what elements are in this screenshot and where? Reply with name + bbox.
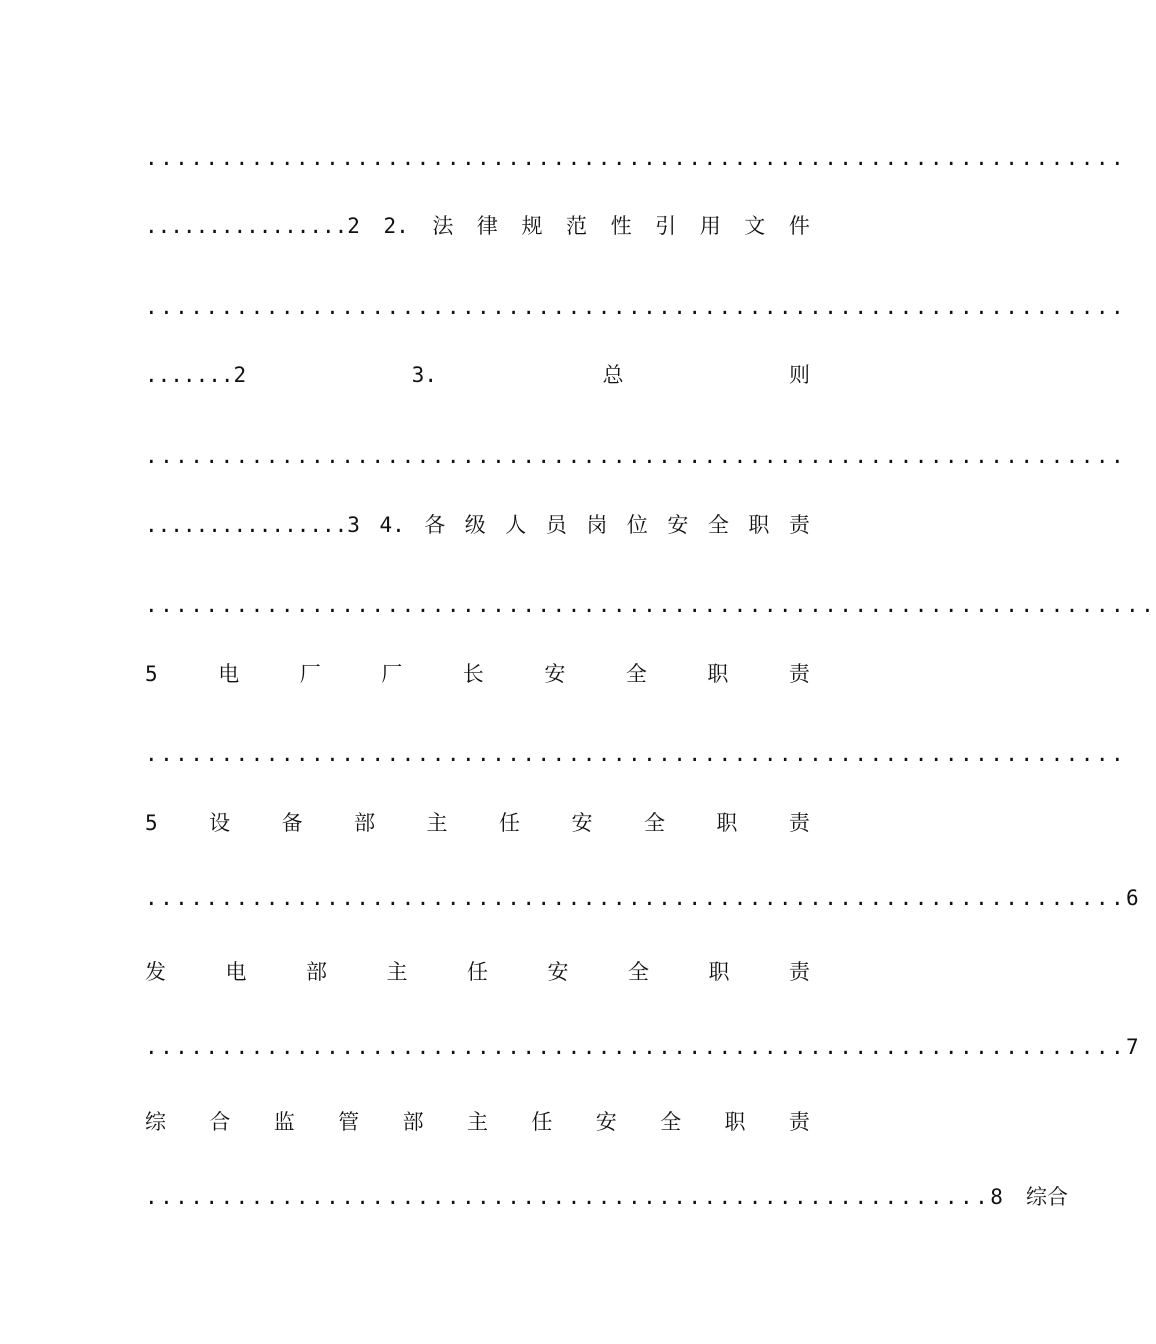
toc-token: 4. [379, 513, 405, 537]
toc-token: 3. [411, 363, 437, 387]
toc-entry-line [145, 357, 810, 393]
toc-token: 人 [505, 513, 527, 537]
toc-token: 职 [716, 811, 738, 835]
toc-token: 全 [628, 960, 649, 984]
toc-token: 文 [744, 214, 766, 238]
toc-token: 任 [499, 811, 520, 835]
toc-entry-line [145, 1179, 1068, 1215]
toc-token: 设 [209, 811, 231, 835]
toc-token: 综 [145, 1110, 166, 1134]
toc-token: 发 [145, 960, 166, 984]
toc-entry-line [145, 954, 810, 990]
toc-token: 则 [789, 363, 810, 387]
toc-token: 各 [424, 513, 446, 537]
toc-entry-line [145, 805, 810, 841]
toc-token: .......2 [145, 363, 247, 387]
toc-token: 全 [625, 662, 647, 686]
toc-token: 5 [145, 662, 158, 686]
toc-token: 责 [788, 662, 810, 686]
toc-token: 责 [788, 1110, 810, 1134]
toc-token: 综合 [1025, 1185, 1068, 1209]
toc-token: 级 [464, 513, 486, 537]
toc-leader-line: ................................................................. [145, 146, 1127, 170]
toc-token: 职 [708, 960, 730, 984]
toc-token: 2. [383, 214, 409, 238]
toc-token: 安 [544, 662, 566, 686]
toc-token: 法 [432, 214, 454, 238]
toc-token: 全 [707, 513, 729, 537]
toc-token: 主 [426, 811, 448, 835]
toc-token: 性 [610, 214, 632, 238]
toc-token: 部 [402, 1110, 424, 1134]
toc-leader-line: ................................................................. [145, 295, 1127, 319]
toc-token: 安 [667, 513, 689, 537]
toc-token: 律 [476, 214, 498, 238]
toc-token: ................3 [145, 513, 360, 537]
toc-entry-line [145, 208, 810, 244]
toc-token: 用 [699, 214, 721, 238]
toc-token: 件 [788, 214, 810, 238]
toc-token: 全 [660, 1110, 682, 1134]
toc-entry-line [145, 507, 810, 543]
toc-token: 员 [545, 513, 567, 537]
toc-token: 长 [462, 662, 484, 686]
toc-token: 位 [626, 513, 648, 537]
toc-token: 安 [595, 1110, 617, 1134]
toc-token: 厂 [381, 662, 403, 686]
toc-token: ........................................................8 [145, 1185, 1006, 1209]
toc-token: 岗 [586, 513, 608, 537]
toc-token: 监 [273, 1110, 295, 1134]
toc-token: 备 [281, 811, 303, 835]
toc-token: 责 [788, 513, 810, 537]
toc-token: 任 [467, 960, 488, 984]
toc-token: 全 [643, 811, 665, 835]
toc-token: 职 [707, 662, 729, 686]
toc-token: 5 [145, 811, 158, 835]
toc-token: 管 [338, 1110, 360, 1134]
toc-token: 任 [531, 1110, 553, 1134]
toc-token: 部 [354, 811, 376, 835]
toc-token: 部 [306, 960, 327, 984]
toc-leader-line: ................................................................. [145, 742, 1127, 766]
toc-token: 电 [225, 960, 247, 984]
toc-token: 职 [724, 1110, 746, 1134]
toc-token: 责 [789, 960, 810, 984]
toc-leader-line: ................................................................... [145, 593, 1156, 617]
toc-token: 安 [547, 960, 569, 984]
toc-token: 职 [748, 513, 770, 537]
toc-token: 引 [655, 214, 677, 238]
toc-entry-line [145, 656, 810, 692]
toc-token: ................2 [145, 214, 360, 238]
toc-leader-line: .................................................................6 [145, 886, 1142, 910]
toc-entry-line [145, 1104, 810, 1140]
toc-token: 合 [209, 1110, 231, 1134]
toc-token: 主 [386, 960, 408, 984]
toc-token: 电 [218, 662, 240, 686]
toc-token: 范 [566, 214, 588, 238]
toc-token: 总 [602, 363, 624, 387]
toc-token: 责 [788, 811, 810, 835]
toc-token: 规 [521, 214, 543, 238]
toc-leader-line: ................................................................. [145, 444, 1127, 468]
toc-leader-line: .................................................................7 [145, 1035, 1142, 1059]
toc-token: 主 [466, 1110, 488, 1134]
toc-token: 厂 [299, 662, 321, 686]
toc-token: 安 [571, 811, 593, 835]
